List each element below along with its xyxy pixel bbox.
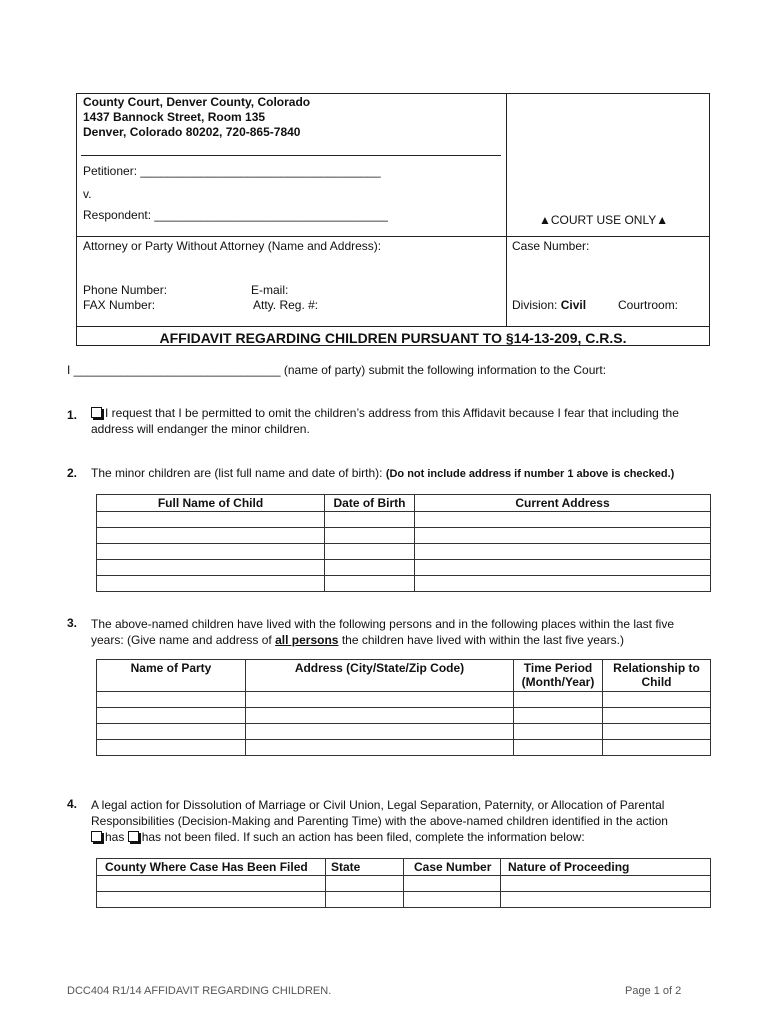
division-label: Division: — [512, 298, 558, 312]
table-row[interactable] — [97, 892, 711, 908]
email-label[interactable]: E-mail: — [251, 283, 289, 297]
attorney-label: Attorney or Party Without Attorney (Name and Address): — [83, 239, 382, 253]
table-cell[interactable] — [97, 512, 325, 528]
item4-line3: has has not been filed. If such an action has been filed, complete the information below: — [91, 829, 668, 845]
item1-text — [91, 405, 679, 437]
col-case-number: Case Number — [404, 859, 501, 876]
col-current-address: Current Address — [415, 495, 711, 512]
table-cell[interactable] — [325, 528, 415, 544]
table-cell[interactable] — [514, 724, 603, 740]
table-cell[interactable] — [326, 876, 404, 892]
table-cell[interactable] — [603, 724, 711, 740]
table-row[interactable] — [97, 560, 711, 576]
division-field[interactable] — [512, 298, 586, 312]
table-cell[interactable] — [415, 544, 711, 560]
col-nature-of-proceeding: Nature of Proceeding — [501, 859, 711, 876]
table-cell[interactable] — [97, 724, 246, 740]
col-address: Address (City/State/Zip Code) — [246, 660, 514, 692]
table-cell[interactable] — [97, 560, 325, 576]
document-title: AFFIDAVIT REGARDING CHILDREN PURSUANT TO §14-13-209, C.R.S. — [159, 330, 627, 346]
intro-statement[interactable]: I _______________________________ (name of party) submit the following information to the Court: — [67, 363, 607, 377]
court-line-1: County Court, Denver County, Colorado — [83, 95, 311, 109]
table-row[interactable] — [97, 528, 711, 544]
item3-line2: years: (Give name and address of all persons the children have lived with within the last five years.) — [91, 633, 624, 647]
has-been-filed-checkbox[interactable] — [91, 831, 102, 842]
table-cell[interactable] — [415, 560, 711, 576]
table-header-row — [97, 495, 711, 512]
form-code: DCC404 R1/14 AFFIDAVIT REGARDING CHILDREN. — [67, 985, 332, 997]
table-row[interactable] — [97, 512, 711, 528]
table-cell[interactable] — [325, 544, 415, 560]
table-cell[interactable] — [514, 692, 603, 708]
table-header-row — [97, 859, 711, 876]
table-row[interactable] — [97, 576, 711, 592]
case-number-label[interactable]: Case Number: — [512, 239, 590, 253]
table-row[interactable] — [97, 724, 711, 740]
all-persons-emphasis: all persons — [275, 633, 339, 647]
table-cell[interactable] — [415, 528, 711, 544]
item2-label: The minor children are (list full name and date of birth): — [91, 466, 383, 480]
col-full-name: Full Name of Child — [97, 495, 325, 512]
table-cell[interactable] — [325, 560, 415, 576]
item1-line1: I request that I be permitted to omit the children’s address from this Affidavit because I fear that including the — [105, 406, 679, 420]
court-line-2: 1437 Bannock Street, Room 135 — [83, 110, 266, 124]
table-cell[interactable] — [97, 576, 325, 592]
table-cell[interactable] — [514, 708, 603, 724]
table-cell[interactable] — [97, 708, 246, 724]
table-cell[interactable] — [97, 692, 246, 708]
courtroom-label[interactable]: Courtroom: — [618, 298, 679, 312]
table-cell[interactable] — [501, 892, 711, 908]
col-state: State — [326, 859, 404, 876]
item3-text — [91, 616, 674, 648]
table-cell[interactable] — [97, 528, 325, 544]
court-use-only: ▲COURT USE ONLY▲ — [539, 213, 669, 227]
item4-line2: Responsibilities (Decision-Making and Parenting Time) with the above-named children identified in the action — [91, 814, 668, 828]
item1-line2: address will endanger the minor children. — [91, 422, 310, 436]
table-row[interactable] — [97, 544, 711, 560]
atty-reg-label[interactable]: Atty. Reg. #: — [253, 298, 319, 312]
table-cell[interactable] — [415, 576, 711, 592]
col-date-of-birth: Date of Birth — [325, 495, 415, 512]
table-cell[interactable] — [325, 512, 415, 528]
table-row[interactable] — [97, 740, 711, 756]
table-cell[interactable] — [603, 692, 711, 708]
division-value: Civil — [560, 298, 587, 312]
item2-note: (Do not include address if number 1 above is checked.) — [385, 468, 675, 480]
table-cell[interactable] — [246, 724, 514, 740]
item4-text — [91, 797, 668, 845]
petitioner-field[interactable]: Petitioner: ____________________________________ — [83, 164, 381, 178]
item3-number: 3. — [67, 616, 78, 630]
legal-action-table — [96, 858, 711, 908]
table-cell[interactable] — [404, 876, 501, 892]
table-cell[interactable] — [97, 892, 326, 908]
caption-divider — [506, 93, 507, 327]
children-table — [96, 494, 711, 592]
table-cell[interactable] — [246, 740, 514, 756]
court-name — [83, 95, 310, 140]
item1-number: 1. — [67, 408, 78, 422]
table-header-row — [97, 660, 711, 692]
versus-label: v. — [83, 187, 92, 201]
omit-address-checkbox[interactable] — [91, 407, 102, 418]
court-line-3: Denver, Colorado 80202, 720-865-7840 — [83, 125, 301, 139]
col-relationship: Relationship to Child — [603, 660, 711, 692]
item2-text — [91, 466, 674, 480]
fax-label[interactable]: FAX Number: — [83, 298, 156, 312]
page-number: Page 1 of 2 — [625, 985, 682, 997]
item4-number: 4. — [67, 797, 78, 811]
table-row[interactable] — [97, 876, 711, 892]
col-county: County Where Case Has Been Filed — [97, 859, 326, 876]
table-cell[interactable] — [501, 876, 711, 892]
table-cell[interactable] — [603, 740, 711, 756]
respondent-field[interactable]: Respondent: ___________________________________ — [83, 208, 388, 222]
table-cell[interactable] — [246, 708, 514, 724]
table-cell[interactable] — [326, 892, 404, 908]
court-underline — [81, 155, 501, 156]
table-cell[interactable] — [97, 740, 246, 756]
col-name-of-party: Name of Party — [97, 660, 246, 692]
item4-line1: A legal action for Dissolution of Marriage or Civil Union, Legal Separation, Paternity, or Allocation of Parental — [91, 798, 665, 812]
table-cell[interactable] — [404, 892, 501, 908]
table-cell[interactable] — [603, 708, 711, 724]
table-row[interactable] — [97, 692, 711, 708]
residence-table — [96, 659, 711, 756]
table-cell[interactable] — [97, 544, 325, 560]
item3-line1: The above-named children have lived with the following persons and in the following places within the last five — [91, 617, 675, 631]
caption-title-line — [76, 326, 710, 327]
table-row[interactable] — [97, 708, 711, 724]
table-cell[interactable] — [246, 692, 514, 708]
has-not-been-filed-checkbox[interactable] — [128, 831, 139, 842]
table-cell[interactable] — [97, 876, 326, 892]
phone-label[interactable]: Phone Number: — [83, 283, 168, 297]
caption-mid-line — [76, 236, 710, 237]
table-cell[interactable] — [325, 576, 415, 592]
item2-number: 2. — [67, 466, 78, 480]
table-cell[interactable] — [415, 512, 711, 528]
col-time-period: Time Period (Month/Year) — [514, 660, 603, 692]
table-cell[interactable] — [514, 740, 603, 756]
